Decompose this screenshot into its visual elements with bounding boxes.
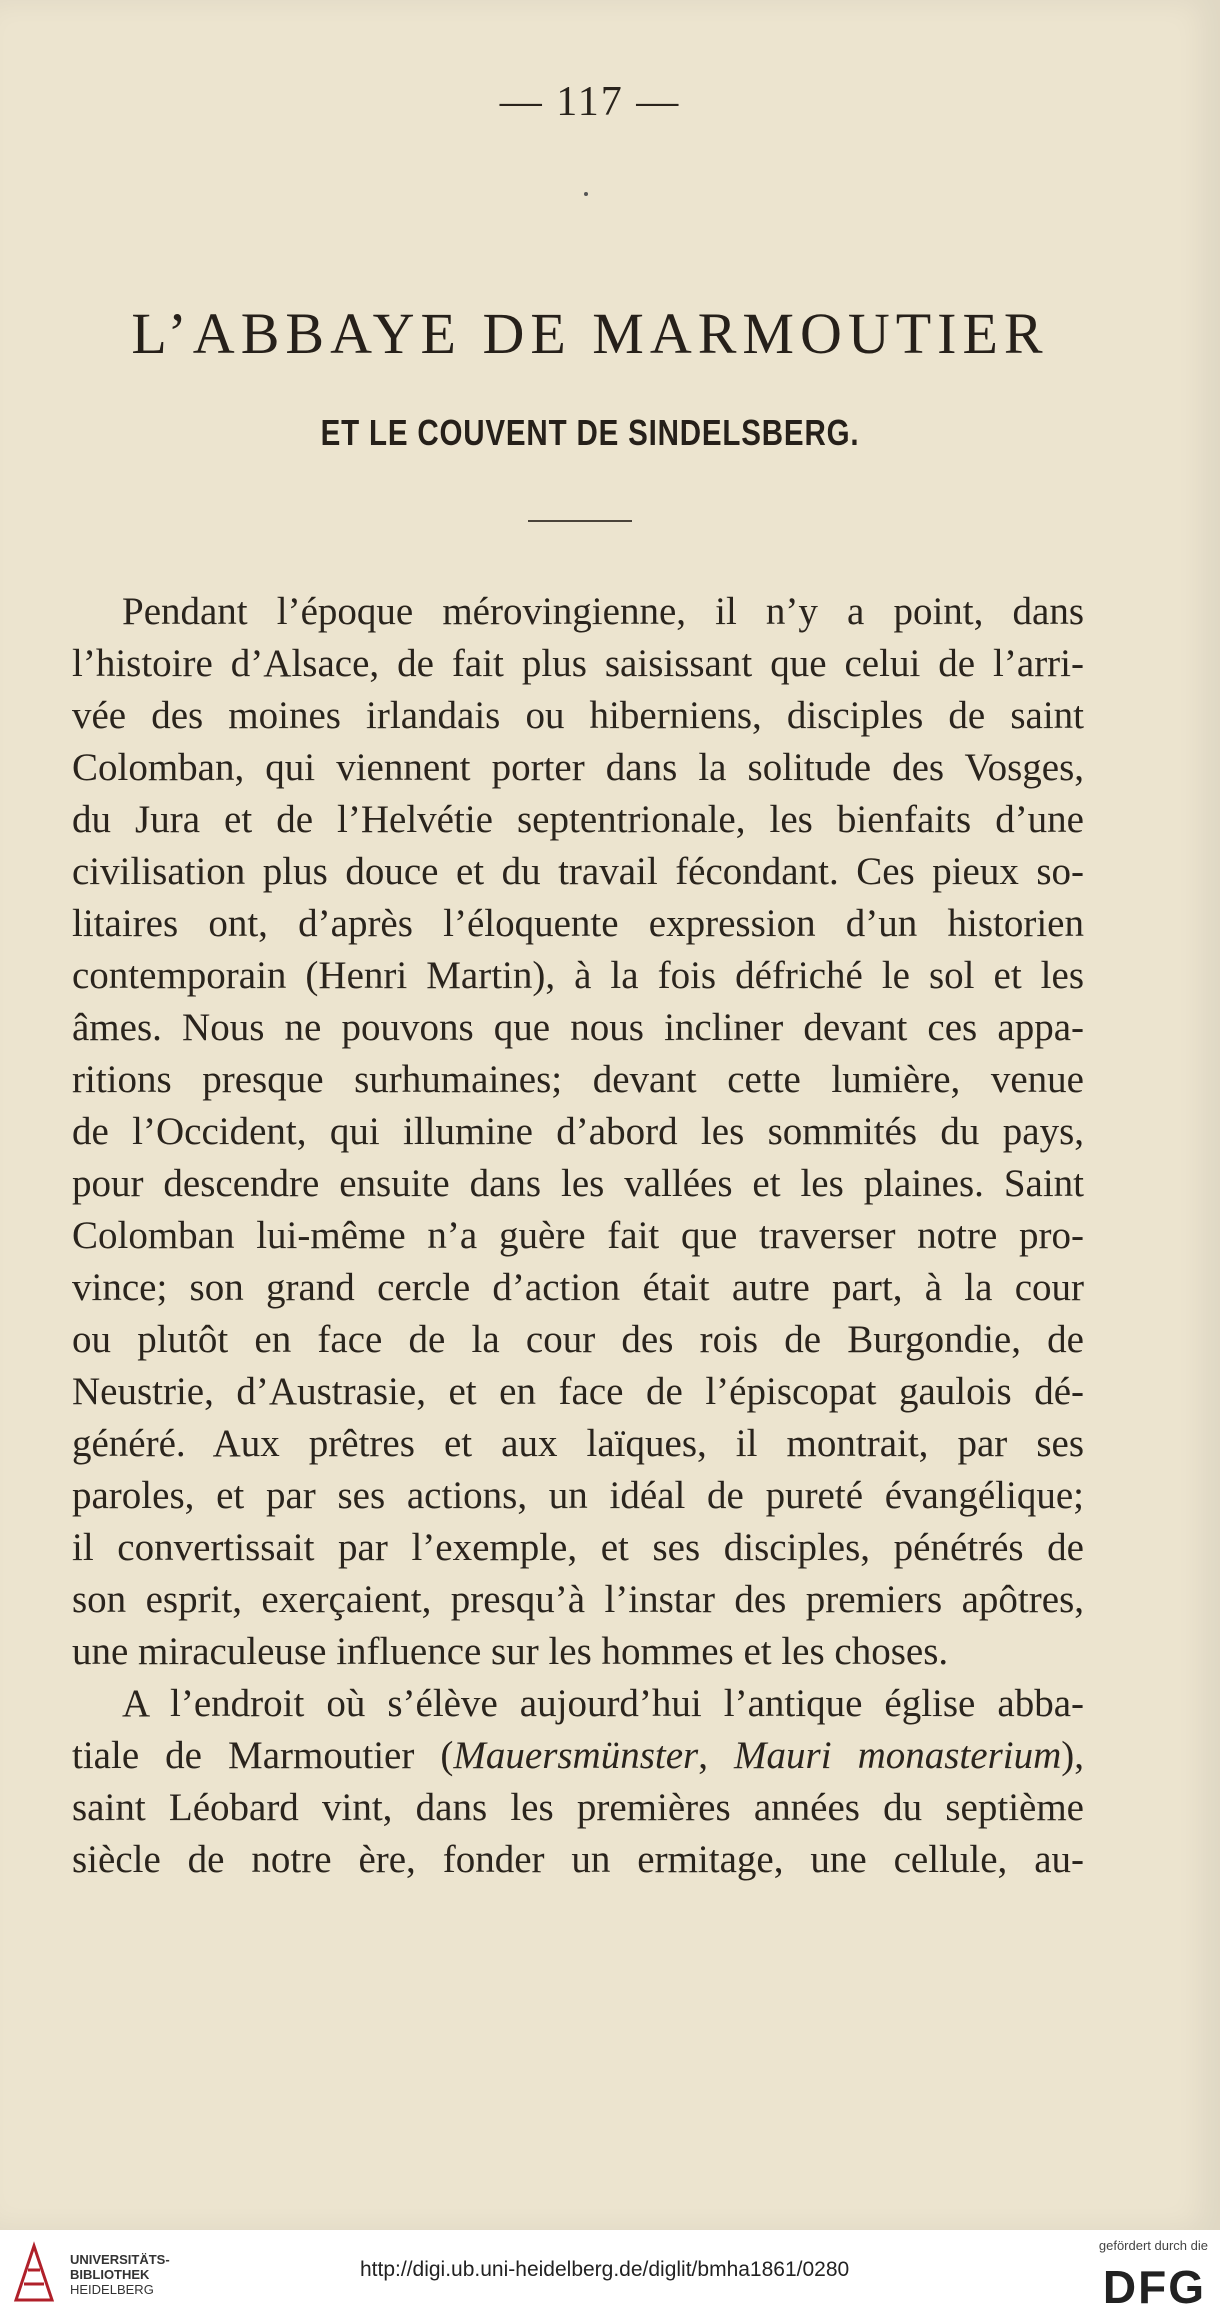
library-name-line: HEIDELBERG	[70, 2282, 154, 2297]
text-line: saint Léobard vint, dans les premières années du septième	[72, 1786, 1084, 1829]
library-name-line: UNIVERSITÄTS-	[70, 2252, 170, 2267]
text-line: siècle de notre ère, fonder un ermitage, une cellule, au-	[72, 1838, 1084, 1881]
permalink[interactable]: http://digi.ub.uni-heidelberg.de/diglit/bmha1861/0280	[360, 2258, 850, 2281]
text-line: Neustrie, d’Austrasie, et en face de l’épiscopat gaulois dé-	[72, 1370, 1084, 1413]
text-line: généré. Aux prêtres et aux laïques, il montrait, par ses	[72, 1422, 1084, 1465]
text-line: une miraculeuse influence sur les hommes et les choses.	[72, 1630, 949, 1673]
dfg-logo: DFG	[1102, 2261, 1206, 2313]
italic-term: Mauersmünster	[453, 1734, 699, 1777]
text-line: A l’endroit où s’élève aujourd’hui l’antique église abba-	[122, 1682, 1084, 1725]
text-line: l’histoire d’Alsace, de fait plus saisissant que celui de l’arri-	[72, 642, 1084, 685]
funded-by-label: gefördert durch die	[1098, 2238, 1208, 2253]
title-divider	[528, 520, 632, 522]
text-line: ritions presque surhumaines; devant cette lumière, venue	[72, 1058, 1084, 1101]
text-line: son esprit, exerçaient, presqu’à l’instar des premiers apôtres,	[72, 1578, 1084, 1621]
text-line: civilisation plus douce et du travail fécondant. Ces pieux so-	[72, 850, 1084, 893]
library-name-line: BIBLIOTHEK	[70, 2267, 150, 2282]
page-number: — 117 —	[499, 79, 681, 125]
text-line: litaires ont, d’après l’éloquente expression d’un historien	[72, 902, 1084, 945]
text-line: âmes. Nous ne pouvons que nous incliner devant ces appa-	[72, 1006, 1084, 1049]
ink-speck	[584, 192, 588, 196]
text-line: vée des moines irlandais ou hiberniens, disciples de saint	[72, 694, 1084, 737]
text-fragment: ,	[698, 1734, 735, 1777]
text-line: il convertissait par l’exemple, et ses disciples, pénétrés de	[72, 1526, 1084, 1569]
text-line: Colomban lui-même n’a guère fait que traverser notre pro-	[72, 1214, 1084, 1257]
chapter-subtitle: ET LE COUVENT DE SINDELSBERG.	[320, 412, 860, 453]
text-line: Colomban, qui viennent porter dans la solitude des Vosges,	[72, 746, 1084, 789]
text-line: du Jura et de l’Helvétie septentrionale, les bienfaits d’une	[72, 798, 1084, 841]
text-line-with-italics	[72, 1730, 1084, 1782]
chapter-title: L’ABBAYE DE MARMOUTIER	[131, 301, 1049, 366]
italic-term: Mauri monasterium	[734, 1734, 1062, 1777]
text-line: paroles, et par ses actions, un idéal de pureté évangélique;	[72, 1474, 1084, 1517]
text-line: de l’Occident, qui illumine d’abord les sommités du pays,	[72, 1110, 1084, 1153]
text-line: ou plutôt en face de la cour des rois de Burgondie, de	[72, 1318, 1084, 1361]
text-line: vince; son grand cercle d’action était autre part, à la cour	[72, 1266, 1084, 1309]
library-logo-icon	[12, 2240, 56, 2304]
text-line: contemporain (Henri Martin), à la fois défriché le sol et les	[72, 954, 1084, 997]
body-text	[72, 586, 1084, 1886]
text-fragment: tiale de Marmoutier (	[72, 1734, 454, 1777]
library-name	[70, 2252, 170, 2297]
text-line: pour descendre ensuite dans les vallées et les plaines. Saint	[72, 1162, 1084, 1205]
text-line: Pendant l’époque mérovingienne, il n’y a point, dans	[122, 590, 1084, 633]
text-fragment: ),	[1061, 1734, 1085, 1777]
